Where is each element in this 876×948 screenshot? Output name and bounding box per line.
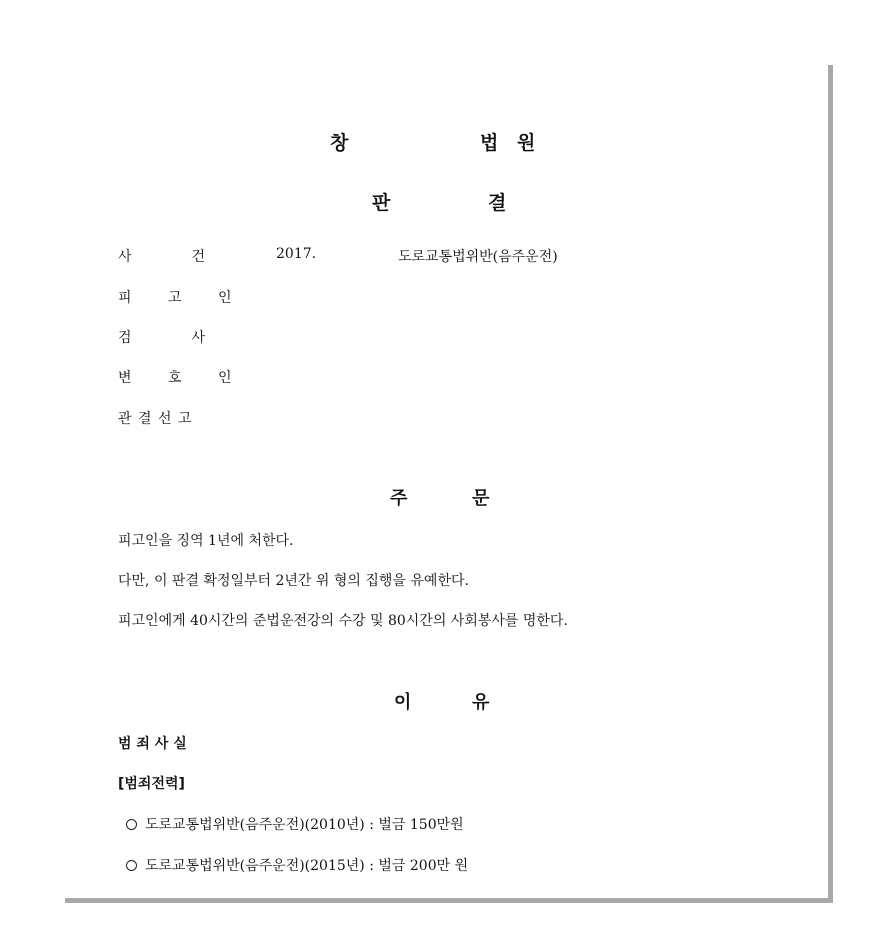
order-heading-left: 주 bbox=[390, 488, 408, 509]
crime-facts-heading: 범 죄 사 실 bbox=[118, 736, 187, 752]
court-name-right: 법 원 bbox=[480, 132, 542, 154]
order-line-3: 피고인에게 40시간의 준법운전강의 수강 및 80시간의 사회봉사를 명한다. bbox=[118, 613, 568, 629]
reasons-heading-left: 이 bbox=[394, 692, 412, 713]
prosecutor-label: 검 사 bbox=[118, 330, 206, 346]
counsel-label: 변 호 인 bbox=[118, 370, 248, 386]
record-item-2 bbox=[126, 855, 468, 875]
record-item-text: 도로교통법위반(음주운전)(2010년) : 벌금 150만원 bbox=[145, 817, 464, 833]
document-page bbox=[60, 60, 828, 898]
circle-bullet-icon bbox=[126, 819, 137, 830]
criminal-record-heading: [범죄전력] bbox=[118, 776, 185, 792]
case-label: 사 건 bbox=[118, 249, 206, 265]
court-name-left: 창 bbox=[330, 132, 349, 154]
sentence-date-label: 관 결 선 고 bbox=[118, 411, 193, 427]
record-item-text: 도로교통법위반(음주운전)(2015년) : 벌금 200만 원 bbox=[145, 858, 469, 874]
case-year: 2017. bbox=[276, 246, 317, 262]
order-heading-right: 문 bbox=[472, 488, 490, 509]
circle-bullet-icon bbox=[126, 860, 137, 871]
order-line-2: 다만, 이 판결 확정일부터 2년간 위 형의 집행을 유예한다. bbox=[118, 573, 469, 589]
case-name: 도로교통법위반(음주운전) bbox=[398, 249, 558, 265]
defendant-label: 피 고 인 bbox=[118, 290, 248, 306]
document-title-right: 결 bbox=[488, 192, 507, 214]
document-title-left: 판 bbox=[372, 192, 391, 214]
reasons-heading-right: 유 bbox=[472, 692, 490, 713]
order-line-1: 피고인을 징역 1년에 처한다. bbox=[118, 533, 294, 549]
record-item-1 bbox=[126, 814, 464, 834]
